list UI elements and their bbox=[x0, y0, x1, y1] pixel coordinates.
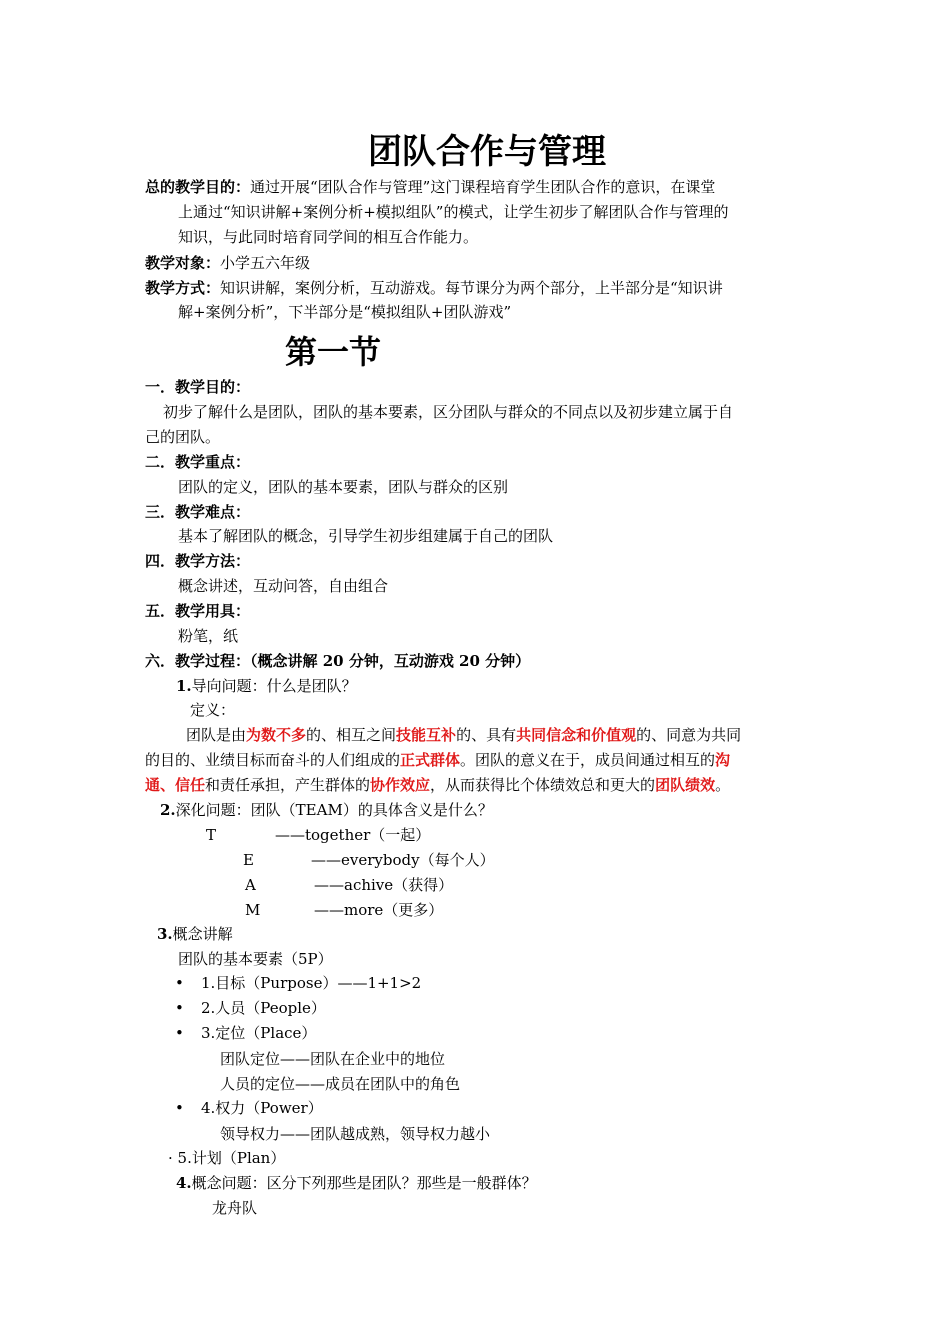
q3-sub: 团队的基本要素（5P） bbox=[178, 950, 333, 968]
element-text: 4.权力（Power） bbox=[201, 1099, 323, 1117]
def-text: 的目的、业绩目标而奋斗的人们组成的 bbox=[145, 751, 401, 769]
team-meaning: ——achive（获得） bbox=[314, 876, 454, 894]
def-text: 的、相互之间 bbox=[306, 726, 397, 744]
target-line bbox=[145, 251, 310, 276]
element-text: 3.定位（Place） bbox=[201, 1024, 317, 1042]
def-highlight: 团队绩效 bbox=[655, 776, 716, 794]
element-subtext: 人员的定位——成员在团队中的角色 bbox=[220, 1075, 461, 1093]
team-meaning: ——more（更多） bbox=[314, 901, 444, 919]
q1-text: 导向问题：什么是团队？ bbox=[191, 677, 357, 695]
def-highlight: 通、信任 bbox=[145, 776, 206, 794]
element-text: 1.目标（Purpose）——1+1>2 bbox=[201, 974, 422, 992]
list-item bbox=[175, 1096, 323, 1121]
def-text: 和责任承担，产生群体的 bbox=[205, 776, 371, 794]
bullet-icon: • bbox=[175, 999, 184, 1017]
def-highlight: 技能互补 bbox=[396, 726, 457, 744]
s1-text-2: 己的团队。 bbox=[145, 428, 221, 446]
s3-label: 三．教学难点： bbox=[145, 503, 251, 521]
def-text: 的、具有 bbox=[456, 726, 517, 744]
page-title: 团队合作与管理 bbox=[368, 132, 606, 172]
element-text: 2.人员（People） bbox=[201, 999, 326, 1017]
bullet-icon: • bbox=[175, 974, 184, 992]
list-item: · 5.计划（Plan） bbox=[168, 1149, 286, 1167]
q3-text: 概念讲解 bbox=[172, 925, 233, 943]
def-text: 团队是由 bbox=[186, 726, 247, 744]
s1-text-1: 初步了解什么是团队，团队的基本要素，区分团队与群众的不同点以及初步建立属于自 bbox=[163, 403, 734, 421]
method-text-1: 知识讲解，案例分析，互动游戏。每节课分为两个部分，上半部分是“知识讲 bbox=[220, 279, 723, 297]
definition-line-3 bbox=[145, 773, 730, 798]
s2-text: 团队的定义，团队的基本要素，团队与群众的区别 bbox=[178, 478, 509, 496]
q4-text: 概念问题：区分下列那些是团队？那些是一般群体？ bbox=[191, 1174, 537, 1192]
goal-text-3: 知识，与此同时培育同学间的相互合作能力。 bbox=[178, 228, 479, 246]
def-highlight: 共同信念和价值观 bbox=[516, 726, 637, 744]
s5-label: 五．教学用具： bbox=[145, 602, 251, 620]
section-title: 第一节 bbox=[285, 333, 382, 371]
goal-label: 总的教学目的： bbox=[145, 178, 251, 196]
bullet-icon: • bbox=[175, 1099, 184, 1117]
s5-text: 粉笔，纸 bbox=[178, 627, 239, 645]
element-subtext: 领导权力——团队越成熟，领导权力越小 bbox=[220, 1125, 491, 1143]
goal-text-2: 上通过“知识讲解+案例分析+模拟组队”的模式，让学生初步了解团队合作与管理的 bbox=[178, 203, 729, 221]
team-letter: A bbox=[245, 876, 256, 894]
q3-num: 3. bbox=[157, 925, 173, 943]
method-label: 教学方式： bbox=[145, 279, 221, 297]
list-item bbox=[175, 1021, 316, 1046]
method-line bbox=[145, 276, 723, 301]
q1-line bbox=[176, 674, 357, 699]
s4-label: 四．教学方法： bbox=[145, 552, 251, 570]
list-item bbox=[175, 971, 421, 996]
target-text: 小学五六年级 bbox=[220, 254, 311, 272]
def-text: ，从而获得比个体绩效总和更大的 bbox=[430, 776, 656, 794]
def-highlight: 沟 bbox=[715, 751, 731, 769]
q3-line bbox=[157, 922, 233, 947]
def-text: 的、同意为共同 bbox=[636, 726, 742, 744]
team-meaning: ——everybody（每个人） bbox=[311, 851, 495, 869]
q2-text: 深化问题：团队（TEAM）的具体含义是什么？ bbox=[175, 801, 493, 819]
def-label: 定义： bbox=[190, 701, 236, 719]
q4-item: 龙舟队 bbox=[212, 1199, 258, 1217]
definition-line-1 bbox=[186, 723, 741, 748]
s4-text: 概念讲述，互动问答，自由组合 bbox=[178, 577, 389, 595]
list-item bbox=[175, 996, 326, 1021]
team-meaning: ——together（一起） bbox=[275, 826, 431, 844]
q4-num: 4. bbox=[176, 1174, 192, 1192]
goal-text-1: 通过开展“团队合作与管理”这门课程培育学生团队合作的意识，在课堂 bbox=[250, 178, 716, 196]
s2-label: 二．教学重点： bbox=[145, 453, 251, 471]
team-letter: E bbox=[243, 851, 254, 869]
def-text: 。团队的意义在于，成员间通过相互的 bbox=[460, 751, 716, 769]
definition-line-2 bbox=[145, 748, 730, 773]
element-subtext: 团队定位——团队在企业中的地位 bbox=[220, 1050, 446, 1068]
q2-num: 2. bbox=[160, 801, 176, 819]
method-text-2: 解+案例分析”，下半部分是“模拟组队+团队游戏” bbox=[178, 303, 512, 321]
s3-text: 基本了解团队的概念，引导学生初步组建属于自己的团队 bbox=[178, 527, 554, 545]
def-text: 。 bbox=[715, 776, 731, 794]
bullet-icon: • bbox=[175, 1024, 184, 1042]
def-highlight: 正式群体 bbox=[400, 751, 461, 769]
q4-line bbox=[176, 1171, 537, 1196]
team-letter: T bbox=[206, 826, 217, 844]
def-highlight: 协作效应 bbox=[370, 776, 431, 794]
team-letter: M bbox=[245, 901, 261, 919]
goal-paragraph bbox=[145, 175, 715, 200]
def-highlight: 为数不多 bbox=[246, 726, 307, 744]
q2-line bbox=[160, 798, 493, 823]
target-label: 教学对象： bbox=[145, 254, 221, 272]
s6-label: 六．教学过程：（概念讲解 20 分钟，互动游戏 20 分钟） bbox=[145, 652, 531, 670]
q1-num: 1. bbox=[176, 677, 192, 695]
s1-label: 一．教学目的： bbox=[145, 378, 251, 396]
